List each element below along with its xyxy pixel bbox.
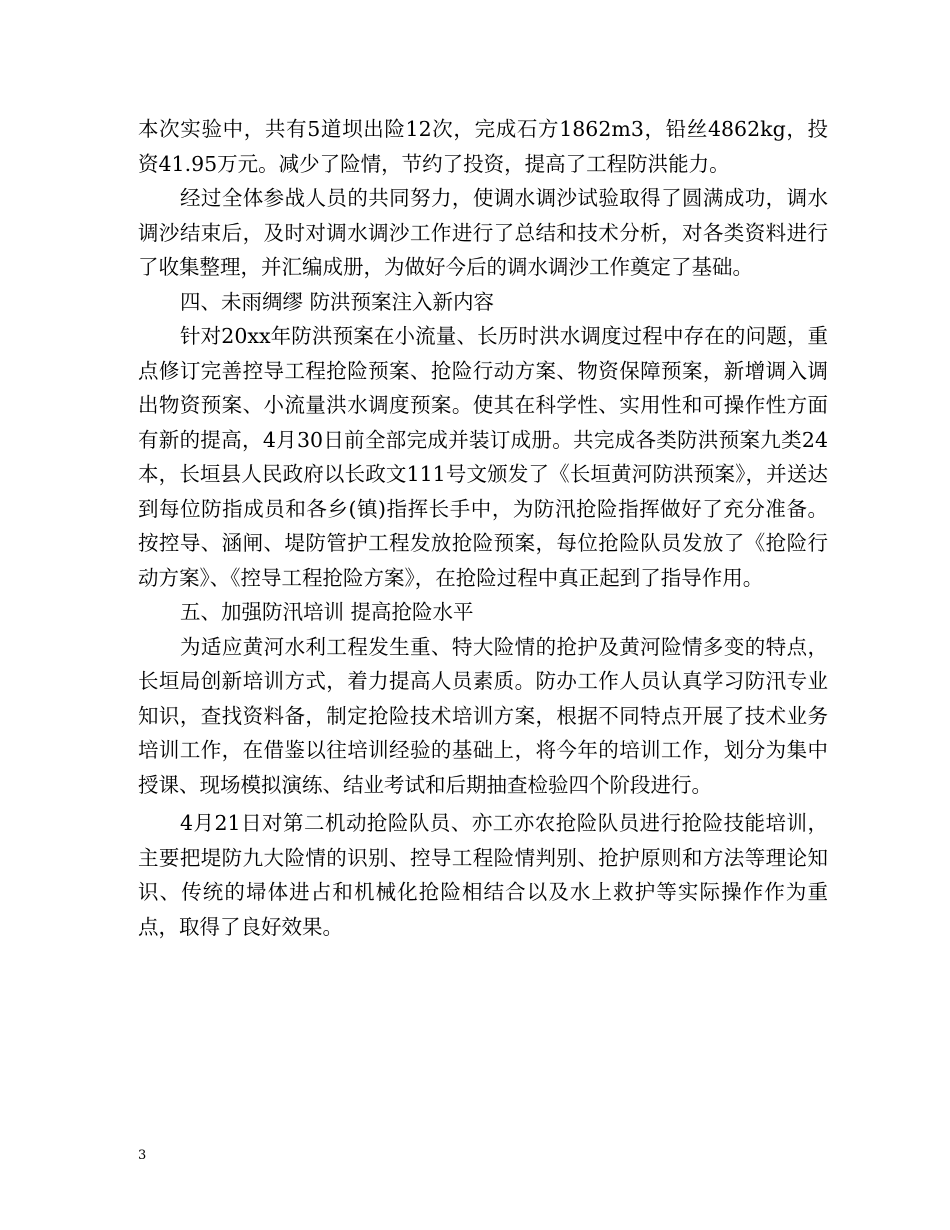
document-body — [138, 112, 828, 944]
section-heading-four: 四、未雨绸缪 防洪预案注入新内容 — [180, 289, 495, 314]
paragraph-april-training: 4月21日对第二机动抢险队员、亦工亦农抢险队员进行抢险技能培训，主要把堤防九大险情的识别、控导工程险情判别、抢护原则和方法等理论知识、传统的埽体进占和机械化抢险相结合以及水上救护等实际操作作为重点，取得了良好效果。 — [138, 811, 828, 939]
paragraph-training: 为适应黄河水利工程发生重、特大险情的抢护及黄河险情多变的特点，长垣局创新培训方式，着力提高人员素质。防办工作人员认真学习防汛专业知识，查找资料备，制定抢险技术培训方案，根据不同特点开展了技术业务培训工作，在借鉴以往培训经验的基础上，将今年的培训工作，划分为集中授课、现场模拟演练、结业考试和后期抽查检验四个阶段进行。 — [138, 634, 828, 797]
page-number: 3 — [138, 1148, 147, 1163]
paragraph-continuation: 本次实验中，共有5道坝出险12次，完成石方1862m3，铅丝4862kg，投资41.95万元。减少了险情，节约了投资，提高了工程防洪能力。 — [138, 117, 828, 176]
section-heading-five: 五、加强防汛培训 提高抢险水平 — [180, 600, 474, 624]
paragraph-flood-plan: 针对20xx年防洪预案在小流量、长历时洪水调度过程中存在的问题，重点修订完善控导工程抢险预案、抢险行动方案、物资保障预案，新增调入调出物资预案、小流量洪水调度预案。使其在科学性、实用性和可操作性方面有新的提高，4月30日前全部完成并装订成册。共完成各类防洪预案九类24本，长垣县人民政府以长政文111号文颁发了《长垣黄河防洪预案》，并送达到每位防指成员和各乡(镇)指挥长手中，为防汛抢险指挥做好了充分准备。按控导、涵闸、堤防管护工程发放抢险预案，每位抢险队员发放了《抢险行动方案》、《控导工程抢险方案》，在抢险过程中真正起到了指导作用。 — [138, 324, 828, 590]
paragraph-summary: 经过全体参战人员的共同努力，使调水调沙试验取得了圆满成功，调水调沙结束后，及时对调水调沙工作进行了总结和技术分析，对各类资料进行了收集整理，并汇编成册，为做好今后的调水调沙工作奠定了基础。 — [138, 186, 828, 279]
